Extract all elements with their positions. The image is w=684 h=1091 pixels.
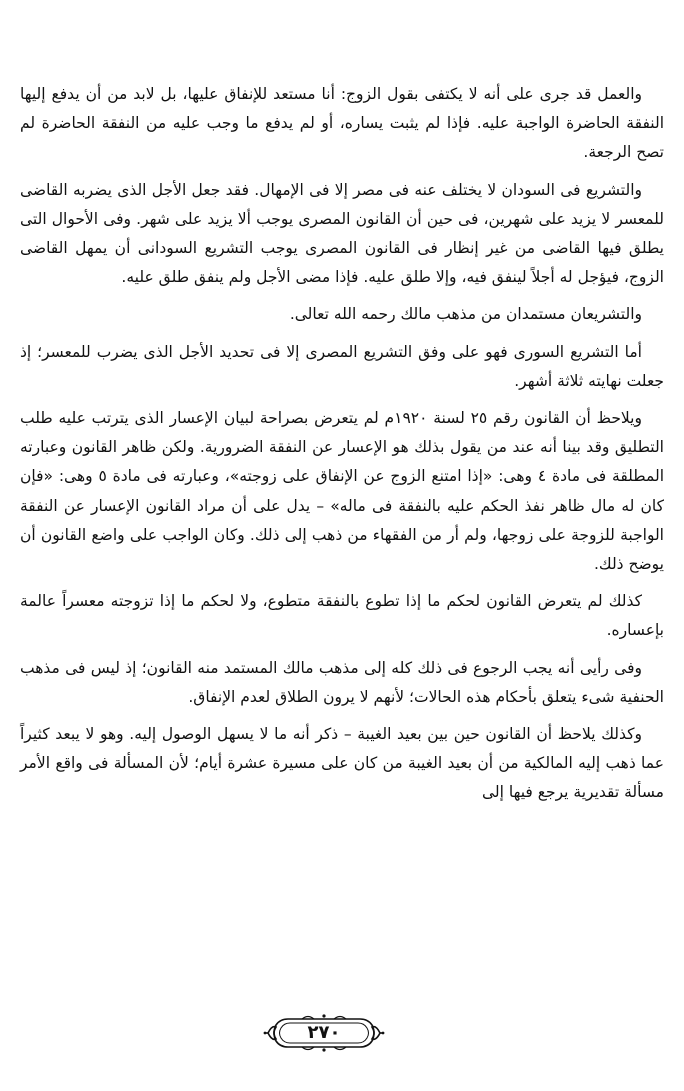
paragraph-6: كذلك لم يتعرض القانون لحكم ما إذا تطوع بالنفقة متطوع، ولا لحكم ما إذا تزوجته معسراً عالمة بإعساره. bbox=[20, 592, 664, 640]
paragraph-2: والتشريع فى السودان لا يختلف عنه فى مصر إلا فى الإمهال. فقد جعل الأجل الذى يضربه القاضى للمعسر لا يزيد على شهرين، فى حين أن القانون المصرى يوجب ألا يزيد على شهر. وفى الأحوال التى يطلق فيها القاضى من غير إنظار فى القانون المصرى يوجب التشريع السودانى أن يمهل القاضى الزوج، فيؤجل له أجلاً لينفق فيه، وإلا طلق عليه. فإذا مضى الأجل ولم ينفق طلق عليه. bbox=[20, 180, 664, 287]
page-body bbox=[20, 80, 664, 808]
paragraph-7: وفى رأيى أنه يجب الرجوع فى ذلك كله إلى مذهب مالك المستمد منه القانون؛ إذ ليس فى مذهب الحنفية شىء يتعلق بأحكام هذه الحالات؛ لأنهم لا يرون الطلاق لعدم الإنفاق. bbox=[20, 658, 664, 706]
paragraph-4: أما التشريع السورى فهو على وفق التشريع المصرى إلا فى تحديد الأجل الذى يضرب للمعسر؛ إذ جعلت نهايته ثلاثة أشهر. bbox=[20, 342, 664, 390]
paragraph-1: والعمل قد جرى على أنه لا يكتفى بقول الزوج: أنا مستعد للإنفاق عليها، بل لابد من أن يدفع إليها النفقة الحاضرة الواجبة عليه. فإذا لم يثبت يساره، أو لم يدفع ما وجب عليه من النفقة الحاضرة لم تصح الرجعة. bbox=[20, 85, 664, 162]
paragraph-8: وكذلك يلاحظ أن القانون حين بين بعيد الغيبة – ذكر أنه ما لا يسهل الوصول إليه. وهو لا يبعد كثيراً عما ذهب إليه المالكية من أن بعيد الغيبة من كان على مسيرة عشرة أيام؛ لأن المسألة فى واقع الأمر مسألة تقديرية يرجع فيها إلى bbox=[20, 725, 664, 802]
paragraph-5: ويلاحظ أن القانون رقم ٢٥ لسنة ١٩٢٠م لم يتعرض بصراحة لبيان الإعسار الذى يترتب عليه طلب التطليق وقد بينا أنه عند من يقول بذلك هو الإعسار عن النفقة الضرورية. ولكن ظاهر القانون وعبارته المطلقة فى مادة ٤ وهى: «إذا امتنع الزوج عن الإنفاق على زوجته»، وعبارته فى مادة ٥ وهى: «فإن كان له مال ظاهر نفذ الحكم عليه بالنفقة فى ماله» – يدل على أن مراد القانون الإعسار عن النفقة الواجبة للزوجة على زوجها، ولم أر من الفقهاء من ذهب إلى ذلك. وكان الواجب على واضع القانون أن يوضح ذلك. bbox=[20, 409, 664, 574]
paragraph-3: والتشريعان مستمدان من مذهب مالك رحمه الله تعالى. bbox=[289, 305, 642, 324]
page-number: ٢٧٠ bbox=[307, 1022, 341, 1043]
page-number-ornament bbox=[262, 1013, 386, 1053]
